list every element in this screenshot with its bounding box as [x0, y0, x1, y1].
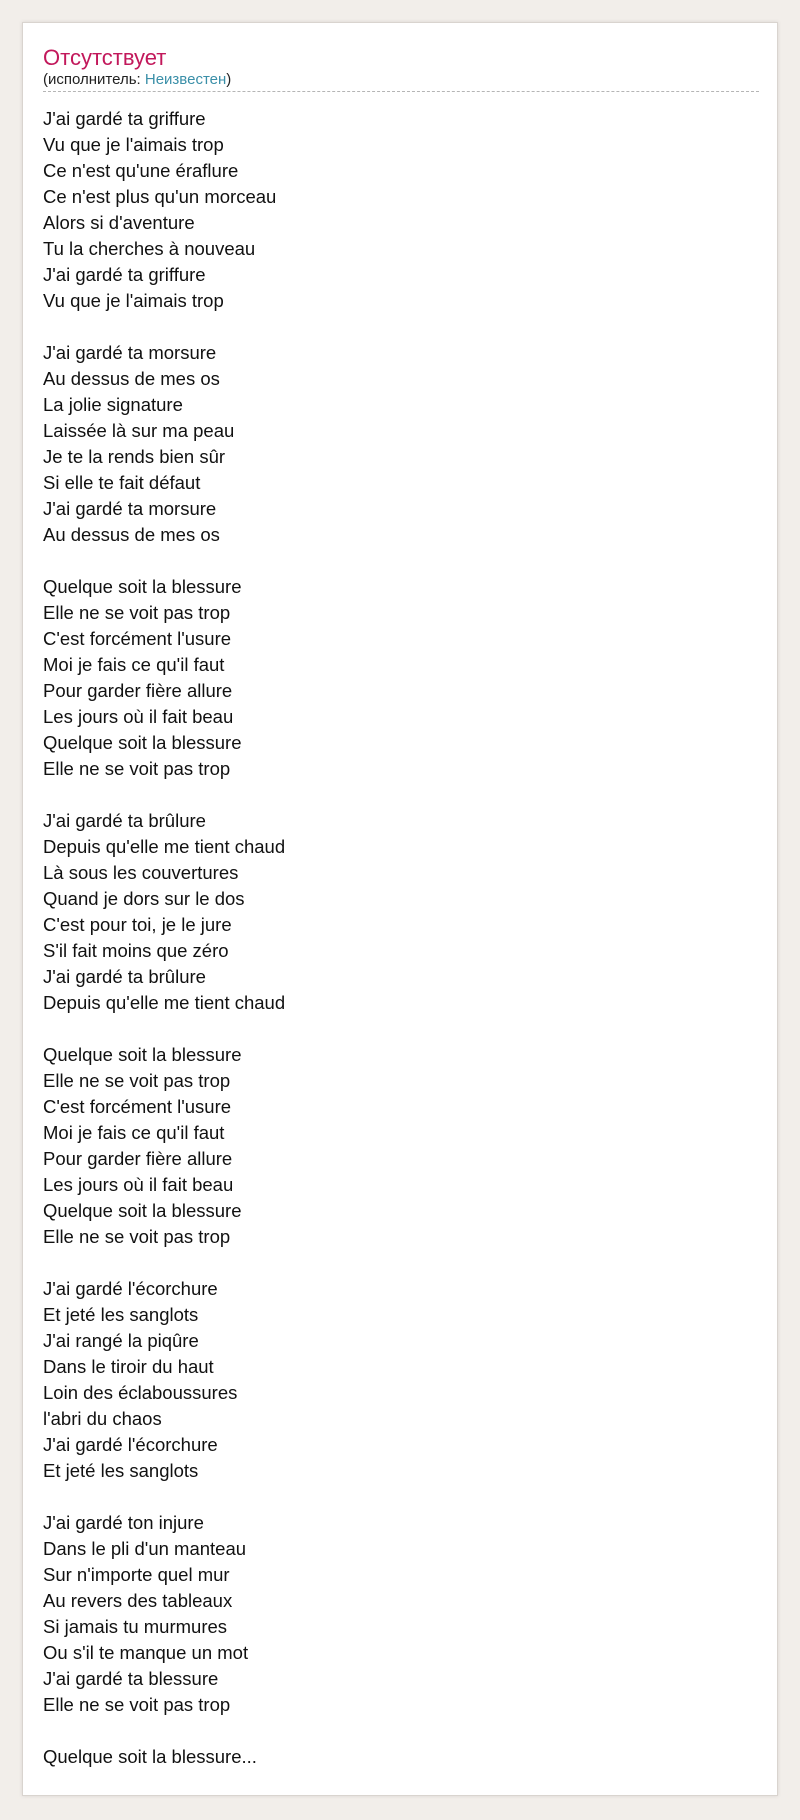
lyric-line: La jolie signature	[43, 394, 183, 415]
lyric-line: l'abri du chaos	[43, 1408, 162, 1429]
lyric-line: Depuis qu'elle me tient chaud	[43, 992, 286, 1013]
lyric-line: Elle ne se voit pas trop	[43, 602, 231, 623]
lyric-line: C'est forcément l'usure	[43, 1096, 232, 1117]
lyric-line: Elle ne se voit pas trop	[43, 758, 231, 779]
lyric-line: Ce n'est qu'une éraflure	[43, 160, 239, 181]
lyric-line: Si elle te fait défaut	[43, 472, 201, 493]
lyrics-body	[43, 106, 757, 1770]
lyric-line: Si jamais tu murmures	[43, 1616, 228, 1637]
lyric-line: Loin des éclaboussures	[43, 1382, 238, 1403]
lyric-line: S'il fait moins que zéro	[43, 940, 229, 961]
performer-prefix: (исполнитель:	[43, 71, 145, 88]
lyric-line: Vu que je l'aimais trop	[43, 134, 224, 155]
lyrics-stanza	[43, 1510, 757, 1718]
lyric-line: Dans le pli d'un manteau	[43, 1538, 247, 1559]
lyrics-stanza	[43, 1042, 757, 1250]
lyrics-stanza	[43, 1276, 757, 1484]
lyric-line: J'ai gardé l'écorchure	[43, 1278, 218, 1299]
lyric-line: J'ai gardé ta morsure	[43, 498, 217, 519]
lyric-line: Je te la rends bien sûr	[43, 446, 226, 467]
lyric-line: Dans le tiroir du haut	[43, 1356, 214, 1377]
lyric-line: Ou s'il te manque un mot	[43, 1642, 249, 1663]
lyric-line: Depuis qu'elle me tient chaud	[43, 836, 286, 857]
lyric-line: Laissée là sur ma peau	[43, 420, 235, 441]
lyric-line: J'ai gardé ta brûlure	[43, 966, 206, 987]
lyric-line: Quelque soit la blessure	[43, 576, 242, 597]
lyric-line: Elle ne se voit pas trop	[43, 1694, 231, 1715]
lyric-line: Sur n'importe quel mur	[43, 1564, 230, 1585]
lyric-line: J'ai gardé ta blessure	[43, 1668, 219, 1689]
lyric-line: Au revers des tableaux	[43, 1590, 233, 1611]
lyric-line: Alors si d'aventure	[43, 212, 195, 233]
lyric-line: Quelque soit la blessure	[43, 1200, 242, 1221]
lyric-line: Tu la cherches à nouveau	[43, 238, 256, 259]
lyric-line: Les jours où il fait beau	[43, 1174, 234, 1195]
lyric-line: Pour garder fière allure	[43, 1148, 233, 1169]
lyric-line: J'ai gardé ta griffure	[43, 108, 206, 129]
lyric-line: Vu que je l'aimais trop	[43, 290, 224, 311]
lyric-line: Et jeté les sanglots	[43, 1304, 199, 1325]
lyric-line: Moi je fais ce qu'il faut	[43, 1122, 225, 1143]
lyric-line: Quelque soit la blessure	[43, 732, 242, 753]
lyric-line: J'ai gardé ta morsure	[43, 342, 217, 363]
lyric-line: Et jeté les sanglots	[43, 1460, 199, 1481]
lyrics-card	[22, 22, 778, 1796]
lyric-line: Les jours où il fait beau	[43, 706, 234, 727]
lyric-line: J'ai gardé l'écorchure	[43, 1434, 218, 1455]
lyric-line: Elle ne se voit pas trop	[43, 1070, 231, 1091]
lyrics-stanza	[43, 574, 757, 782]
performer-line	[43, 71, 759, 92]
lyric-line: J'ai gardé ta griffure	[43, 264, 206, 285]
lyric-line: C'est pour toi, je le jure	[43, 914, 232, 935]
lyric-line: Moi je fais ce qu'il faut	[43, 654, 225, 675]
lyric-line: J'ai gardé ta brûlure	[43, 810, 206, 831]
lyric-line: Au dessus de mes os	[43, 368, 220, 389]
lyrics-stanza	[43, 106, 757, 314]
lyric-line: Quelque soit la blessure	[43, 1044, 242, 1065]
lyrics-stanza	[43, 1744, 757, 1770]
performer-suffix: )	[226, 71, 232, 88]
lyric-line: Au dessus de mes os	[43, 524, 220, 545]
lyric-line: Ce n'est plus qu'un morceau	[43, 186, 277, 207]
song-title: Отсутствует	[43, 45, 167, 70]
lyric-line: Quand je dors sur le dos	[43, 888, 245, 909]
performer-link[interactable]: Неизвестен	[144, 71, 227, 88]
lyrics-stanza	[43, 340, 757, 548]
lyric-line: J'ai rangé la piqûre	[43, 1330, 199, 1351]
lyric-line: Elle ne se voit pas trop	[43, 1226, 231, 1247]
lyric-line: Là sous les couvertures	[43, 862, 239, 883]
lyrics-stanza	[43, 808, 757, 1016]
lyric-line: C'est forcément l'usure	[43, 628, 232, 649]
lyric-line: Pour garder fière allure	[43, 680, 233, 701]
lyric-line: Quelque soit la blessure...	[43, 1746, 257, 1767]
lyric-line: J'ai gardé ton injure	[43, 1512, 204, 1533]
